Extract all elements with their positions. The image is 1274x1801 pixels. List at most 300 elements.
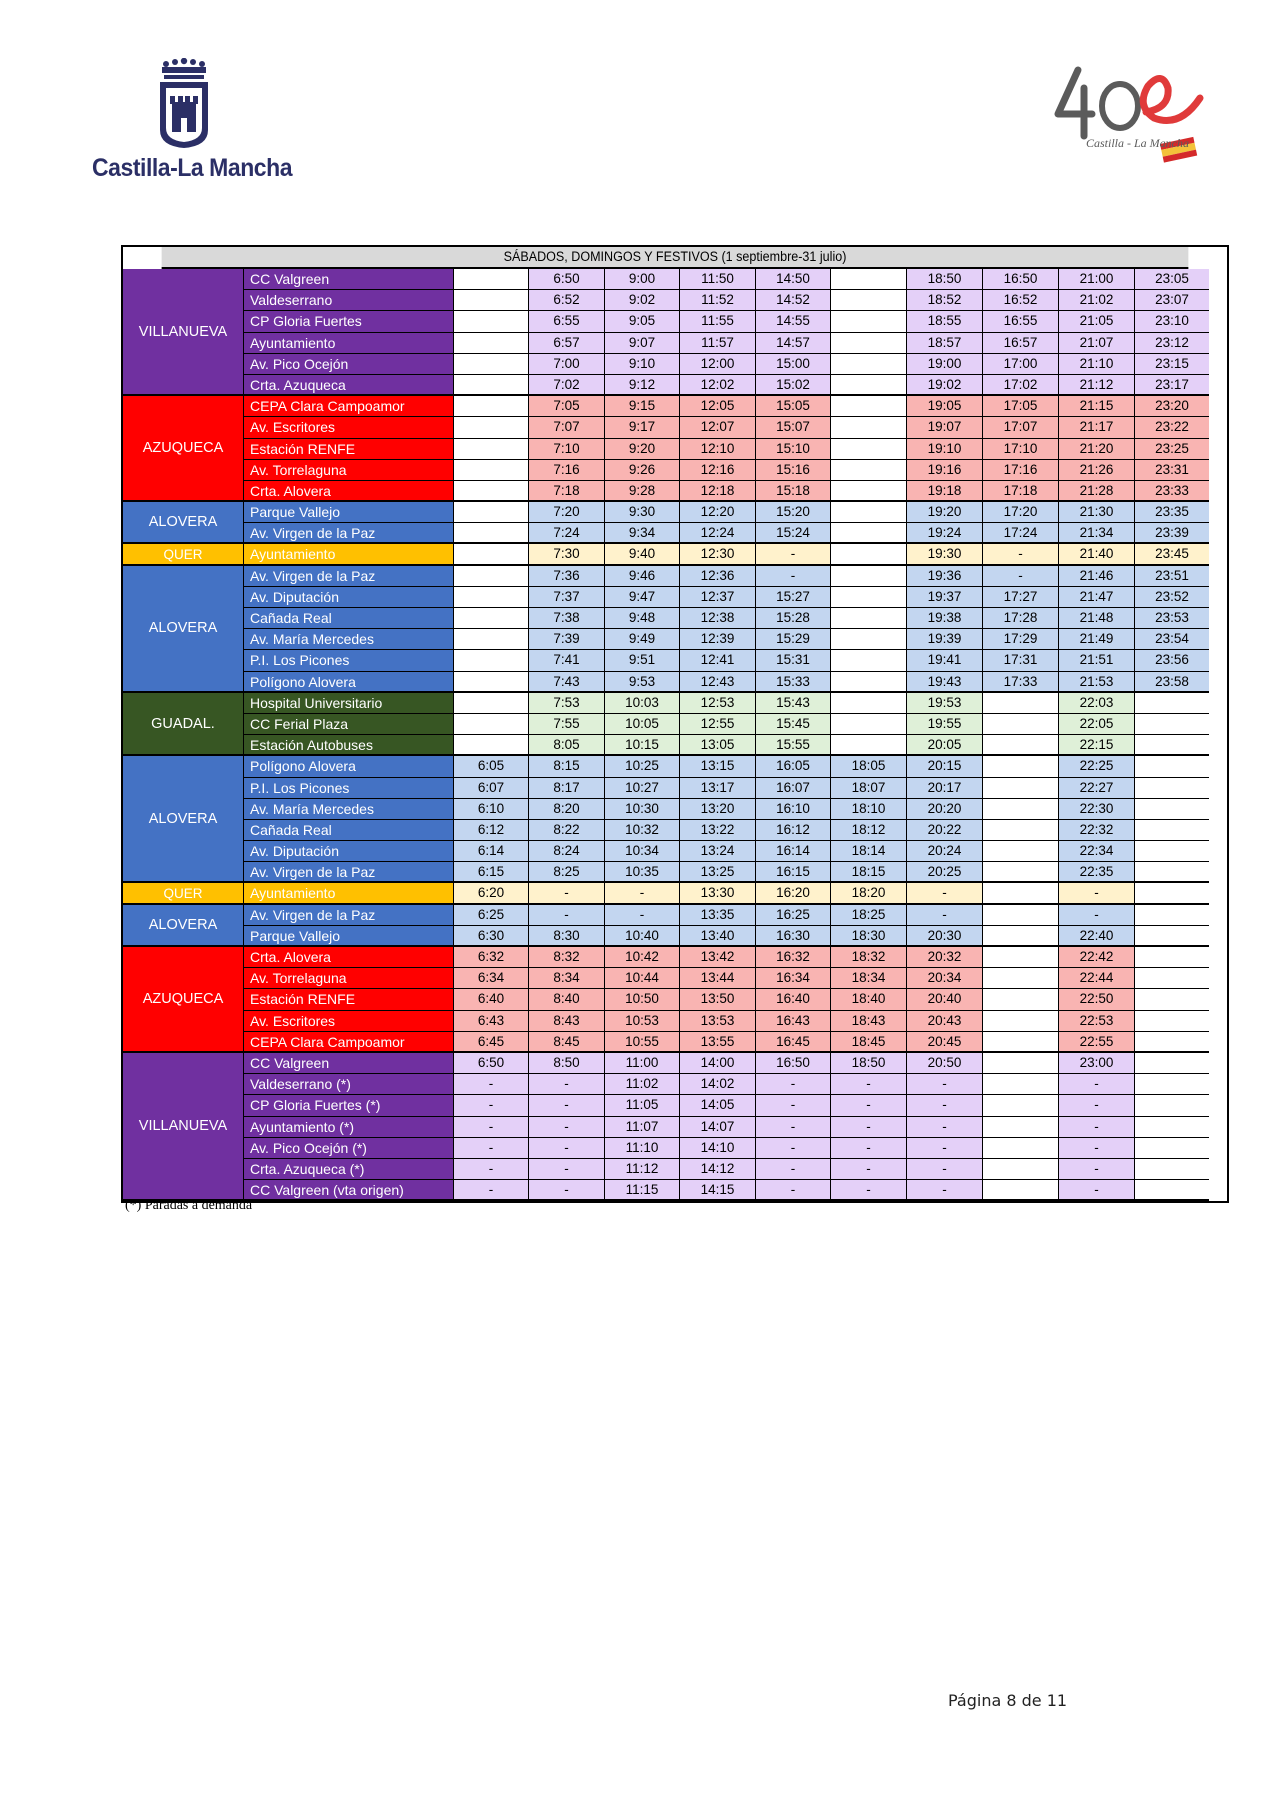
stop-name: Av. María Mercedes (244, 799, 454, 820)
departure-time: 23:31 (1135, 460, 1209, 481)
stop-name: Valdeserrano (*) (244, 1074, 454, 1095)
timetable-grid (123, 269, 1227, 1201)
departure-time (454, 396, 529, 417)
departure-time: 23:39 (1135, 523, 1209, 544)
departure-time: 18:50 (831, 1053, 907, 1074)
departure-time: - (605, 883, 680, 904)
departure-time: 15:24 (756, 523, 831, 544)
departure-time: 6:45 (454, 1032, 529, 1053)
departure-time (983, 926, 1059, 947)
departure-time: 6:12 (454, 820, 529, 841)
departure-time: 8:22 (529, 820, 605, 841)
departure-time (454, 375, 529, 396)
departure-time: 13:53 (680, 1011, 756, 1032)
stop-name: Estación Autobuses (244, 735, 454, 756)
departure-time: 11:55 (680, 311, 756, 332)
departure-time: 12:30 (680, 544, 756, 565)
departure-time: 13:24 (680, 841, 756, 862)
departure-time (983, 1138, 1059, 1159)
stop-name: Av. Torrelaguna (244, 460, 454, 481)
departure-time: 11:52 (680, 290, 756, 311)
departure-time: 6:15 (454, 862, 529, 883)
departure-time (831, 735, 907, 756)
departure-time (831, 439, 907, 460)
departure-time (454, 439, 529, 460)
departure-time: 18:52 (907, 290, 983, 311)
departure-time: 12:18 (680, 481, 756, 502)
departure-time: 16:43 (756, 1011, 831, 1032)
departure-time: 10:35 (605, 862, 680, 883)
departure-time: 9:07 (605, 333, 680, 354)
departure-time: 20:05 (907, 735, 983, 756)
departure-time: 16:52 (983, 290, 1059, 311)
departure-time: 17:18 (983, 481, 1059, 502)
departure-time: 18:20 (831, 883, 907, 904)
departure-time: 21:26 (1059, 460, 1135, 481)
departure-time: 16:25 (756, 905, 831, 926)
departure-time: 10:50 (605, 989, 680, 1010)
departure-time: 7:20 (529, 502, 605, 523)
departure-time (1135, 778, 1209, 799)
departure-time: 9:30 (605, 502, 680, 523)
departure-time: 16:14 (756, 841, 831, 862)
departure-time: - (454, 1117, 529, 1138)
departure-time: 10:03 (605, 693, 680, 714)
departure-time (831, 269, 907, 290)
departure-time: 16:32 (756, 947, 831, 968)
departure-time: - (1059, 1180, 1135, 1201)
departure-time (983, 905, 1059, 926)
zone-label: AZUQUECA (123, 396, 244, 502)
departure-time (1135, 1159, 1209, 1180)
departure-time: 13:25 (680, 862, 756, 883)
stop-name: Av. Diputación (244, 587, 454, 608)
departure-time: - (454, 1095, 529, 1116)
departure-time (454, 544, 529, 565)
departure-time: 23:05 (1135, 269, 1209, 290)
departure-time: 21:40 (1059, 544, 1135, 565)
departure-time: 6:07 (454, 778, 529, 799)
departure-time: 14:15 (680, 1180, 756, 1201)
departure-time: 10:55 (605, 1032, 680, 1053)
departure-time: 21:47 (1059, 587, 1135, 608)
departure-time: 17:24 (983, 523, 1059, 544)
departure-time: - (454, 1180, 529, 1201)
departure-time (983, 778, 1059, 799)
departure-time: 7:55 (529, 714, 605, 735)
departure-time: 7:36 (529, 566, 605, 587)
departure-time: 23:22 (1135, 417, 1209, 438)
departure-time: 6:40 (454, 989, 529, 1010)
departure-time: 19:20 (907, 502, 983, 523)
stop-name: CC Valgreen (244, 1053, 454, 1074)
departure-time: 23:52 (1135, 587, 1209, 608)
departure-time: 23:12 (1135, 333, 1209, 354)
departure-time: 8:32 (529, 947, 605, 968)
stop-name: Cañada Real (244, 608, 454, 629)
zone-label: VILLANUEVA (123, 1053, 244, 1201)
departure-time: 13:35 (680, 905, 756, 926)
departure-time: 9:12 (605, 375, 680, 396)
departure-time: 13:50 (680, 989, 756, 1010)
departure-time: 12:02 (680, 375, 756, 396)
departure-time: 6:50 (454, 1053, 529, 1074)
departure-time: 9:49 (605, 629, 680, 650)
departure-time: - (1059, 905, 1135, 926)
stop-name: Crta. Alovera (244, 481, 454, 502)
departure-time (983, 735, 1059, 756)
departure-time (1135, 820, 1209, 841)
departure-time: 6:34 (454, 968, 529, 989)
departure-time: 14:00 (680, 1053, 756, 1074)
departure-time: 7:02 (529, 375, 605, 396)
departure-time (983, 714, 1059, 735)
departure-time (454, 417, 529, 438)
departure-time: 7:38 (529, 608, 605, 629)
departure-time: 7:05 (529, 396, 605, 417)
departure-time: 18:05 (831, 756, 907, 777)
departure-time: 10:15 (605, 735, 680, 756)
departure-time: 10:30 (605, 799, 680, 820)
departure-time: 8:40 (529, 989, 605, 1010)
departure-time: 19:24 (907, 523, 983, 544)
departure-time: 23:51 (1135, 566, 1209, 587)
departure-time: 19:41 (907, 650, 983, 671)
departure-time: 15:55 (756, 735, 831, 756)
stop-name: Av. Virgen de la Paz (244, 862, 454, 883)
departure-time: 18:07 (831, 778, 907, 799)
departure-time (1135, 905, 1209, 926)
departure-time: 6:57 (529, 333, 605, 354)
departure-time: 8:15 (529, 756, 605, 777)
departure-time: 9:00 (605, 269, 680, 290)
departure-time (1135, 947, 1209, 968)
departure-time: 7:53 (529, 693, 605, 714)
departure-time: 20:40 (907, 989, 983, 1010)
departure-time: 16:12 (756, 820, 831, 841)
brand-text: Castilla-La Mancha (92, 154, 293, 182)
departure-time (983, 947, 1059, 968)
zone-label: GUADAL. (123, 693, 244, 757)
departure-time: 16:50 (756, 1053, 831, 1074)
departure-time: 14:07 (680, 1117, 756, 1138)
departure-time (1135, 1074, 1209, 1095)
departure-time: 20:32 (907, 947, 983, 968)
departure-time: 8:05 (529, 735, 605, 756)
departure-time: 10:05 (605, 714, 680, 735)
departure-time: - (831, 1074, 907, 1095)
stop-name: P.I. Los Picones (244, 778, 454, 799)
departure-time (831, 566, 907, 587)
stop-name: Estación RENFE (244, 439, 454, 460)
departure-time: 9:46 (605, 566, 680, 587)
departure-time: 10:53 (605, 1011, 680, 1032)
departure-time: 14:50 (756, 269, 831, 290)
departure-time: 16:07 (756, 778, 831, 799)
departure-time (454, 354, 529, 375)
departure-time: 8:45 (529, 1032, 605, 1053)
departure-time: 12:37 (680, 587, 756, 608)
stop-name: Cañada Real (244, 820, 454, 841)
departure-time: 21:46 (1059, 566, 1135, 587)
departure-time: - (831, 1180, 907, 1201)
stop-name: Valdeserrano (244, 290, 454, 311)
stop-name: Av. Virgen de la Paz (244, 523, 454, 544)
departure-time: 6:43 (454, 1011, 529, 1032)
departure-time: 15:05 (756, 396, 831, 417)
departure-time: 12:55 (680, 714, 756, 735)
departure-time: 12:38 (680, 608, 756, 629)
timetable-title: SÁBADOS, DOMINGOS Y FESTIVOS (1 septiembre-31 julio) (162, 247, 1189, 269)
departure-time: - (454, 1159, 529, 1180)
departure-time: - (907, 1138, 983, 1159)
departure-time: 23:35 (1135, 502, 1209, 523)
departure-time: 22:55 (1059, 1032, 1135, 1053)
departure-time: 11:05 (605, 1095, 680, 1116)
departure-time: 15:07 (756, 417, 831, 438)
departure-time: - (831, 1159, 907, 1180)
departure-time: - (1059, 1117, 1135, 1138)
departure-time: 13:17 (680, 778, 756, 799)
departure-time: 7:30 (529, 544, 605, 565)
departure-time: - (831, 1138, 907, 1159)
departure-time: 14:55 (756, 311, 831, 332)
departure-time: - (756, 1138, 831, 1159)
departure-time: - (756, 1074, 831, 1095)
stop-name: Polígono Alovera (244, 756, 454, 777)
departure-time (831, 672, 907, 693)
departure-time: 16:45 (756, 1032, 831, 1053)
departure-time (1135, 1011, 1209, 1032)
departure-time (454, 629, 529, 650)
departure-time: 21:12 (1059, 375, 1135, 396)
departure-time: 23:20 (1135, 396, 1209, 417)
departure-time: - (1059, 1138, 1135, 1159)
departure-time: 6:14 (454, 841, 529, 862)
departure-time (831, 502, 907, 523)
departure-time: 23:33 (1135, 481, 1209, 502)
departure-time: 18:30 (831, 926, 907, 947)
departure-time: 21:10 (1059, 354, 1135, 375)
castilla-la-mancha-logo (92, 58, 292, 188)
departure-time: 18:25 (831, 905, 907, 926)
departure-time: 11:02 (605, 1074, 680, 1095)
departure-time: 22:03 (1059, 693, 1135, 714)
departure-time: 12:16 (680, 460, 756, 481)
zone-label: ALOVERA (123, 905, 244, 947)
departure-time: 8:17 (529, 778, 605, 799)
departure-time: 22:42 (1059, 947, 1135, 968)
departure-time: - (1059, 883, 1135, 904)
departure-time: - (756, 1117, 831, 1138)
departure-time: 6:25 (454, 905, 529, 926)
departure-time: 6:50 (529, 269, 605, 290)
departure-time: 8:43 (529, 1011, 605, 1032)
departure-time: - (983, 544, 1059, 565)
departure-time: 21:02 (1059, 290, 1135, 311)
departure-time: 13:05 (680, 735, 756, 756)
departure-time: 22:34 (1059, 841, 1135, 862)
departure-time (454, 608, 529, 629)
departure-time: 14:52 (756, 290, 831, 311)
departure-time: - (1059, 1159, 1135, 1180)
departure-time: 9:05 (605, 311, 680, 332)
departure-time: 12:05 (680, 396, 756, 417)
departure-time: 19:36 (907, 566, 983, 587)
departure-time: - (907, 883, 983, 904)
stop-name: Ayuntamiento (244, 883, 454, 904)
departure-time: 23:56 (1135, 650, 1209, 671)
departure-time: 13:15 (680, 756, 756, 777)
departure-time: 20:20 (907, 799, 983, 820)
departure-time (454, 587, 529, 608)
departure-time: - (907, 1180, 983, 1201)
departure-time (1135, 799, 1209, 820)
departure-time: 16:34 (756, 968, 831, 989)
departure-time (1135, 756, 1209, 777)
departure-time (983, 968, 1059, 989)
departure-time: 15:45 (756, 714, 831, 735)
departure-time (454, 693, 529, 714)
departure-time: 12:39 (680, 629, 756, 650)
departure-time: 13:20 (680, 799, 756, 820)
departure-time (831, 311, 907, 332)
departure-time: 21:17 (1059, 417, 1135, 438)
departure-time: 16:20 (756, 883, 831, 904)
zone-label: ALOVERA (123, 502, 244, 544)
departure-time (1135, 1053, 1209, 1074)
departure-time: 17:07 (983, 417, 1059, 438)
departure-time: 9:34 (605, 523, 680, 544)
stop-name: Crta. Azuqueca (244, 375, 454, 396)
departure-time: 17:27 (983, 587, 1059, 608)
departure-time: 23:53 (1135, 608, 1209, 629)
departure-time: 22:50 (1059, 989, 1135, 1010)
departure-time (831, 290, 907, 311)
departure-time: 16:30 (756, 926, 831, 947)
departure-time (1135, 862, 1209, 883)
departure-time: 22:44 (1059, 968, 1135, 989)
stop-name: Av. Diputación (244, 841, 454, 862)
departure-time: 15:43 (756, 693, 831, 714)
departure-time: 9:20 (605, 439, 680, 460)
departure-time: - (529, 1138, 605, 1159)
departure-time: - (983, 566, 1059, 587)
departure-time: 20:30 (907, 926, 983, 947)
departure-time: 10:32 (605, 820, 680, 841)
departure-time: 8:25 (529, 862, 605, 883)
departure-time: 18:45 (831, 1032, 907, 1053)
zone-label: AZUQUECA (123, 947, 244, 1053)
departure-time: 7:24 (529, 523, 605, 544)
departure-time: 21:05 (1059, 311, 1135, 332)
departure-time (831, 693, 907, 714)
departure-time (831, 354, 907, 375)
departure-time: 12:24 (680, 523, 756, 544)
stop-name: Parque Vallejo (244, 926, 454, 947)
departure-time: 10:44 (605, 968, 680, 989)
footnote: (*) Paradas a demanda (125, 1198, 253, 1213)
departure-time (831, 650, 907, 671)
departure-time: 19:18 (907, 481, 983, 502)
departure-time: 15:16 (756, 460, 831, 481)
departure-time (1135, 693, 1209, 714)
departure-time (831, 396, 907, 417)
departure-time: 14:02 (680, 1074, 756, 1095)
departure-time: 12:43 (680, 672, 756, 693)
stop-name: Polígono Alovera (244, 672, 454, 693)
departure-time: 22:40 (1059, 926, 1135, 947)
departure-time: 12:53 (680, 693, 756, 714)
departure-time: 13:22 (680, 820, 756, 841)
departure-time: 12:36 (680, 566, 756, 587)
departure-time (454, 650, 529, 671)
departure-time: 8:34 (529, 968, 605, 989)
departure-time: 18:10 (831, 799, 907, 820)
zone-label: VILLANUEVA (123, 269, 244, 396)
departure-time: 9:10 (605, 354, 680, 375)
departure-time: 13:30 (680, 883, 756, 904)
departure-time (983, 1095, 1059, 1116)
departure-time: 18:32 (831, 947, 907, 968)
stop-name: Av. Virgen de la Paz (244, 566, 454, 587)
departure-time (454, 502, 529, 523)
departure-time: 18:34 (831, 968, 907, 989)
departure-time (454, 566, 529, 587)
departure-time: 12:20 (680, 502, 756, 523)
departure-time (831, 417, 907, 438)
departure-time (1135, 1032, 1209, 1053)
departure-time (831, 333, 907, 354)
departure-time (831, 481, 907, 502)
departure-time: 9:53 (605, 672, 680, 693)
stop-name: Crta. Alovera (244, 947, 454, 968)
departure-time: - (454, 1138, 529, 1159)
departure-time: 18:50 (907, 269, 983, 290)
stop-name: Av. María Mercedes (244, 629, 454, 650)
departure-time: 18:43 (831, 1011, 907, 1032)
departure-time: - (529, 1180, 605, 1201)
departure-time (454, 269, 529, 290)
departure-time: 16:05 (756, 756, 831, 777)
departure-time: 13:55 (680, 1032, 756, 1053)
departure-time: 16:10 (756, 799, 831, 820)
departure-time: 18:57 (907, 333, 983, 354)
stop-name: Parque Vallejo (244, 502, 454, 523)
departure-time: 21:48 (1059, 608, 1135, 629)
departure-time: 8:30 (529, 926, 605, 947)
departure-time: 20:45 (907, 1032, 983, 1053)
departure-time: 9:40 (605, 544, 680, 565)
departure-time: - (907, 1159, 983, 1180)
departure-time: 21:51 (1059, 650, 1135, 671)
departure-time: 17:28 (983, 608, 1059, 629)
departure-time: - (1059, 1074, 1135, 1095)
departure-time (983, 1159, 1059, 1180)
stop-name: Av. Pico Ocejón (244, 354, 454, 375)
departure-time (983, 1117, 1059, 1138)
departure-time: 23:10 (1135, 311, 1209, 332)
departure-time: 23:25 (1135, 439, 1209, 460)
departure-time: 21:20 (1059, 439, 1135, 460)
departure-time: 17:05 (983, 396, 1059, 417)
departure-time: 9:02 (605, 290, 680, 311)
departure-time: 15:00 (756, 354, 831, 375)
departure-time: 7:00 (529, 354, 605, 375)
departure-time: 17:29 (983, 629, 1059, 650)
stop-name: Ayuntamiento (*) (244, 1117, 454, 1138)
stop-name: Av. Virgen de la Paz (244, 905, 454, 926)
